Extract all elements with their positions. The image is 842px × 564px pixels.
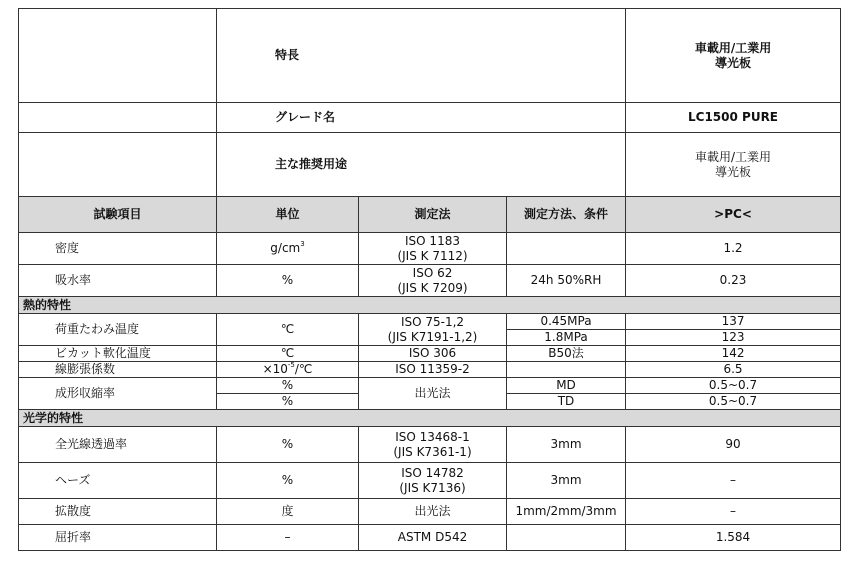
- table-row: [19, 346, 841, 362]
- grade-row: [19, 103, 841, 133]
- density-value: 1.2: [626, 233, 841, 265]
- transmittance-method: [359, 427, 507, 463]
- density-method-2: (JIS K 7112): [397, 248, 468, 263]
- expansion-value: 6.5: [626, 362, 841, 378]
- haze-value: –: [626, 463, 841, 499]
- hdt-method-2: (JIS K7191-1,2): [387, 329, 478, 344]
- vicat-condition: B50法: [507, 346, 626, 362]
- table-row: [19, 362, 841, 378]
- vicat-unit: ℃: [217, 346, 359, 362]
- use-row: [19, 133, 841, 197]
- col-item: 試験項目: [19, 197, 217, 233]
- hdt-condition-2: 1.8MPa: [507, 330, 626, 346]
- diffusion-unit: 度: [217, 499, 359, 525]
- density-condition: [507, 233, 626, 265]
- table-row: [19, 463, 841, 499]
- expansion-method: ISO 11359-2: [359, 362, 507, 378]
- table-row: [19, 314, 841, 330]
- expansion-unit-post: /℃: [294, 362, 313, 376]
- section-optical: 光学的特性: [19, 410, 841, 427]
- shrink-value-2: 0.5~0.7: [626, 394, 841, 410]
- transmittance-unit: %: [217, 427, 359, 463]
- refractive-condition: [507, 525, 626, 551]
- feature-label: 特長: [217, 9, 626, 103]
- water-condition: 24h 50%RH: [507, 265, 626, 297]
- expansion-unit: [217, 362, 359, 378]
- haze-method-2: (JIS K7136): [399, 480, 466, 495]
- haze-name: ヘーズ: [19, 463, 217, 499]
- blank-cell: [19, 9, 217, 103]
- hdt-name: 荷重たわみ温度: [19, 314, 217, 346]
- feature-value-line2: 導光板: [715, 55, 752, 70]
- col-condition: 測定方法、条件: [507, 197, 626, 233]
- section-row-optical: [19, 410, 841, 427]
- water-method-2: (JIS K 7209): [397, 280, 468, 295]
- hdt-unit: ℃: [217, 314, 359, 346]
- expansion-name: 線膨張係数: [19, 362, 217, 378]
- shrink-condition-2: TD: [507, 394, 626, 410]
- feature-value-line1: 車載用/工業用: [694, 40, 772, 55]
- diffusion-condition: 1mm/2mm/3mm: [507, 499, 626, 525]
- col-unit: 単位: [217, 197, 359, 233]
- grade-label: グレード名: [217, 103, 626, 133]
- table-row: [19, 233, 841, 265]
- table-row: [19, 427, 841, 463]
- hdt-method: [359, 314, 507, 346]
- vicat-value: 142: [626, 346, 841, 362]
- expansion-unit-pre: ×10: [262, 362, 288, 376]
- density-method-1: ISO 1183: [405, 233, 460, 248]
- density-method: [359, 233, 507, 265]
- grade-value: LC1500 PURE: [626, 103, 841, 133]
- shrink-unit-2: %: [217, 394, 359, 410]
- blank-cell: [19, 133, 217, 197]
- shrink-value-1: 0.5~0.7: [626, 378, 841, 394]
- blank-cell: [19, 103, 217, 133]
- hdt-condition-1: 0.45MPa: [507, 314, 626, 330]
- haze-method: [359, 463, 507, 499]
- transmittance-value: 90: [626, 427, 841, 463]
- haze-method-1: ISO 14782: [401, 465, 464, 480]
- feature-value: [626, 9, 841, 103]
- table-row: [19, 525, 841, 551]
- water-method-1: ISO 62: [412, 265, 453, 280]
- vicat-method: ISO 306: [359, 346, 507, 362]
- table-row: [19, 378, 841, 394]
- diffusion-method: 出光法: [359, 499, 507, 525]
- use-label: 主な推奨用途: [217, 133, 626, 197]
- spec-table: [18, 8, 841, 551]
- diffusion-value: –: [626, 499, 841, 525]
- use-value: [626, 133, 841, 197]
- table-row: [19, 265, 841, 297]
- water-unit: %: [217, 265, 359, 297]
- refractive-value: 1.584: [626, 525, 841, 551]
- col-method: 測定法: [359, 197, 507, 233]
- section-row-thermal: [19, 297, 841, 314]
- density-name: 密度: [19, 233, 217, 265]
- shrink-method: 出光法: [359, 378, 507, 410]
- expansion-unit-sup: -5: [287, 361, 295, 369]
- density-unit-base: g/cm: [270, 241, 301, 255]
- use-value-line1: 車載用/工業用: [694, 149, 772, 164]
- hdt-method-1: ISO 75-1,2: [400, 314, 465, 329]
- density-unit: [217, 233, 359, 265]
- expansion-condition: [507, 362, 626, 378]
- transmittance-method-1: ISO 13468-1: [395, 429, 470, 444]
- col-value: >PC<: [626, 197, 841, 233]
- vicat-name: ビカット軟化温度: [19, 346, 217, 362]
- shrink-unit-1: %: [217, 378, 359, 394]
- use-value-line2: 導光板: [715, 164, 752, 179]
- section-thermal: 熱的特性: [19, 297, 841, 314]
- refractive-name: 屈折率: [19, 525, 217, 551]
- table-row: [19, 499, 841, 525]
- water-value: 0.23: [626, 265, 841, 297]
- column-header-row: [19, 197, 841, 233]
- refractive-unit: –: [217, 525, 359, 551]
- shrink-name: 成形収縮率: [19, 378, 217, 410]
- transmittance-condition: 3mm: [507, 427, 626, 463]
- haze-unit: %: [217, 463, 359, 499]
- density-unit-sup: 3: [300, 240, 305, 248]
- haze-condition: 3mm: [507, 463, 626, 499]
- hdt-value-1: 137: [626, 314, 841, 330]
- shrink-condition-1: MD: [507, 378, 626, 394]
- transmittance-method-2: (JIS K7361-1): [393, 444, 472, 459]
- water-name: 吸水率: [19, 265, 217, 297]
- refractive-method: ASTM D542: [359, 525, 507, 551]
- diffusion-name: 拡散度: [19, 499, 217, 525]
- feature-row: [19, 9, 841, 103]
- water-method: [359, 265, 507, 297]
- transmittance-name: 全光線透過率: [19, 427, 217, 463]
- hdt-value-2: 123: [626, 330, 841, 346]
